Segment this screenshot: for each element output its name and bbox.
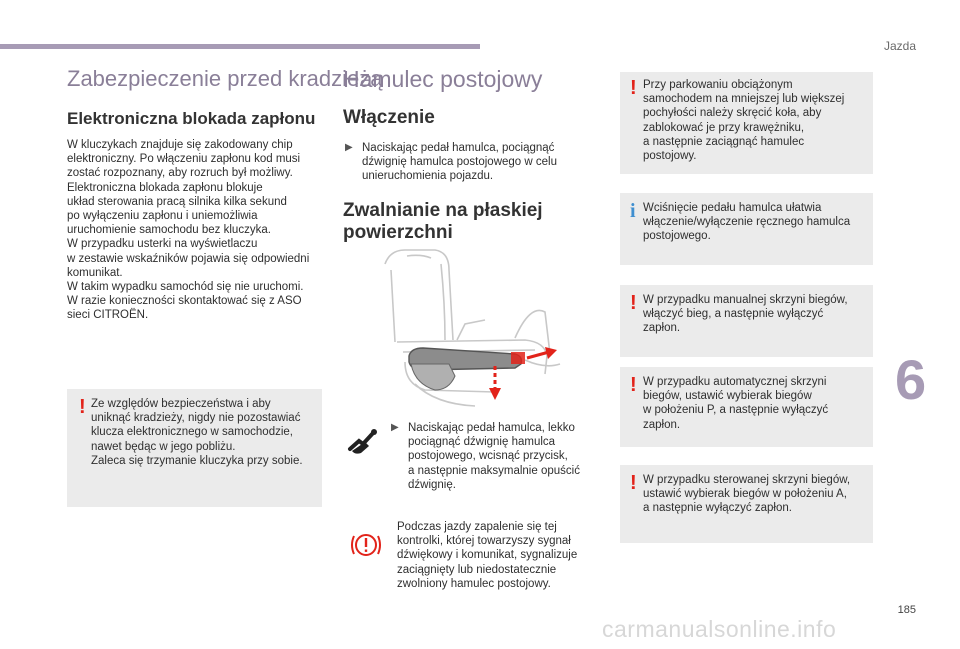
anti-theft-title: Zabezpieczenie przed kradzieżą: [67, 66, 383, 91]
release-text: Naciskając pedał hamulca, lekko pociągnąć dźwignię hamulca postojowego, wcisnąć przycisk, a następnie maksymalnie opuścić dźwignię.: [408, 422, 580, 491]
immobiliser-heading: Elektroniczna blokada zapłonu: [67, 109, 316, 128]
header-accent-bar: [0, 44, 480, 49]
engage-heading: Włączenie: [343, 107, 435, 128]
note-text: Wciśnięcie pedału hamulca ułatwia włączenie/wyłączenie ręcznego hamulca postojowego.: [643, 202, 851, 243]
release-heading: Zwalnianie na płaskiej powierzchni: [343, 200, 543, 243]
note-text: Przy parkowaniu obciążonym samochodem na mniejszej lub większej pochyłości należy skręcić koła, aby zablokować je przy krawężniku, a następnie zaciągnąć hamulec postojowy.: [643, 79, 845, 163]
exclamation-icon: !: [630, 472, 637, 494]
bullet-arrow-icon: ▶: [391, 422, 399, 433]
watermark: carmanualsonline.info: [602, 616, 837, 642]
note-text: W przypadku sterowanej skrzyni biegów, ustawić wybierak biegów w położeniu A, a następnie wyłączyć zapłon.: [643, 474, 851, 515]
key-warning-text: Ze względów bezpieczeństwa i aby uniknąć kradzieży, nigdy nie pozostawiać klucza elektronicznego w samochodzie, nawet będąc w jego pobliżu. Zaleca się trzymanie kluczyka przy sobie.: [91, 398, 303, 467]
info-icon: i: [630, 200, 636, 222]
page-number: 185: [897, 604, 916, 616]
immobiliser-text: W kluczykach znajduje się zakodowany chip elektroniczny. Po włączeniu zapłonu kod musi zostać rozpoznany, aby rozruch był możliwy. Elektroniczna blokada zapłonu blokuje układ sterowania pracą silnika kilka sekund po wyłączeniu zapłonu i uniemożliwia uruchomienie samochodu bez kluczyka. W przypadku usterki na wyświetlaczu w zestawie wskaźników pojawia się odpowiedni komunikat. W takim wypadku samochód się nie uruchomi. W razie konieczności skontaktować się z ASO sieci CITROËN.: [67, 139, 310, 322]
hand-lever-icon: [347, 424, 381, 458]
chapter-number: 6: [895, 348, 927, 411]
engage-text: Naciskając pedał hamulca, pociągnąć dźwignię hamulca postojowego w celu unieruchomienia pojazdu.: [362, 142, 557, 183]
note-box-automatic-gearbox: [620, 367, 873, 447]
note-text: W przypadku automatycznej skrzyni biegów, ustawić wybierak biegów w położeniu P, a następnie wyłączyć zapłon.: [643, 376, 829, 431]
note-text: W przypadku manualnej skrzyni biegów, włączyć bieg, a następnie wyłączyć zapłon.: [643, 294, 848, 335]
brake-warning-light-icon: [349, 530, 383, 560]
note-box-slope: [620, 72, 873, 174]
key-warning-box: [67, 389, 322, 507]
note-box-robotised-gearbox: [620, 465, 873, 543]
exclamation-icon: !: [630, 292, 637, 314]
note-box-manual-gearbox: [620, 285, 873, 357]
section-label: Jazda: [883, 39, 916, 53]
seat-handbrake-illustration: [345, 244, 585, 412]
parking-brake-title: Hamulec postojowy: [343, 66, 543, 92]
exclamation-icon: !: [79, 396, 86, 418]
exclamation-icon: !: [630, 77, 637, 99]
note-box-pedal-info: [620, 193, 873, 265]
bullet-arrow-icon: ▶: [345, 142, 353, 153]
warning-light-text: Podczas jazdy zapalenie się tej kontrolki, której towarzyszy sygnał dźwiękowy i komunikat, sygnalizuje zaciągnięty lub niedostatecznie zwolniony hamulec postojowy.: [397, 521, 578, 590]
exclamation-icon: !: [630, 374, 637, 396]
